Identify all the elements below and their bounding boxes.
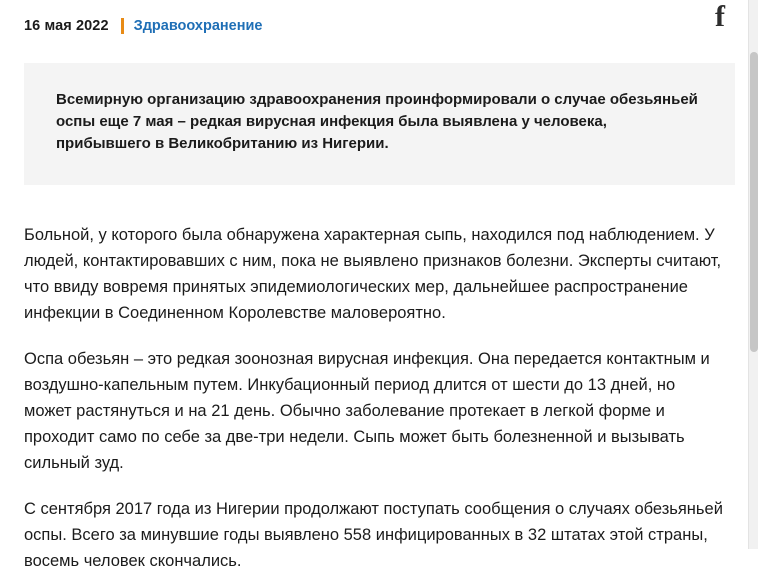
article-paragraph: С сентября 2017 года из Нигерии продолжают поступать сообщения о случаях обезьяньей оспы. Всего за минувшие годы выявлено 558 инфицированных в 32 штатах этой страны, восемь человек скончались. — [24, 500, 723, 570]
article-lead-text: Всемирную организацию здравоохранения проинформировали о случае обезьяньей оспы еще 7 мая – редкая вирусная инфекция была выявлена у человека, прибывшего в Великобританию из Нигерии. — [56, 91, 698, 152]
meta-divider — [121, 18, 124, 34]
facebook-icon[interactable]: f — [715, 0, 725, 33]
social-share-bar — [700, 0, 740, 34]
article-lead-block — [24, 63, 735, 185]
publish-date: 16 мая 2022 — [24, 18, 109, 34]
page-scrollbar[interactable] — [748, 0, 758, 549]
rubric-link[interactable]: Здравоохранение — [133, 18, 263, 34]
article-paragraph: Больной, у которого была обнаружена характерная сыпь, находился под наблюдением. У людей, контактировавших с ним, пока не выявлено признаков болезни. Эксперты считают, что ввиду вовремя принятых эпидемиологических мер, дальнейшее распространение инфекции в Соединенном Королевстве маловероятно. — [24, 226, 722, 322]
scrollbar-thumb[interactable] — [750, 52, 758, 352]
article-meta — [24, 18, 262, 34]
article-paragraph: Оспа обезьян – это редкая зоонозная вирусная инфекция. Она передается контактным и воздушно-капельным путем. Инкубационный период длится от шести до 13 дней, но может растянуться и на 21 день. Обычно заболевание протекает в легкой форме и проходит само по себе за две-три недели. Сыпь может быть болезненной и вызывать сильный зуд. — [24, 350, 710, 472]
article-body — [24, 222, 724, 574]
